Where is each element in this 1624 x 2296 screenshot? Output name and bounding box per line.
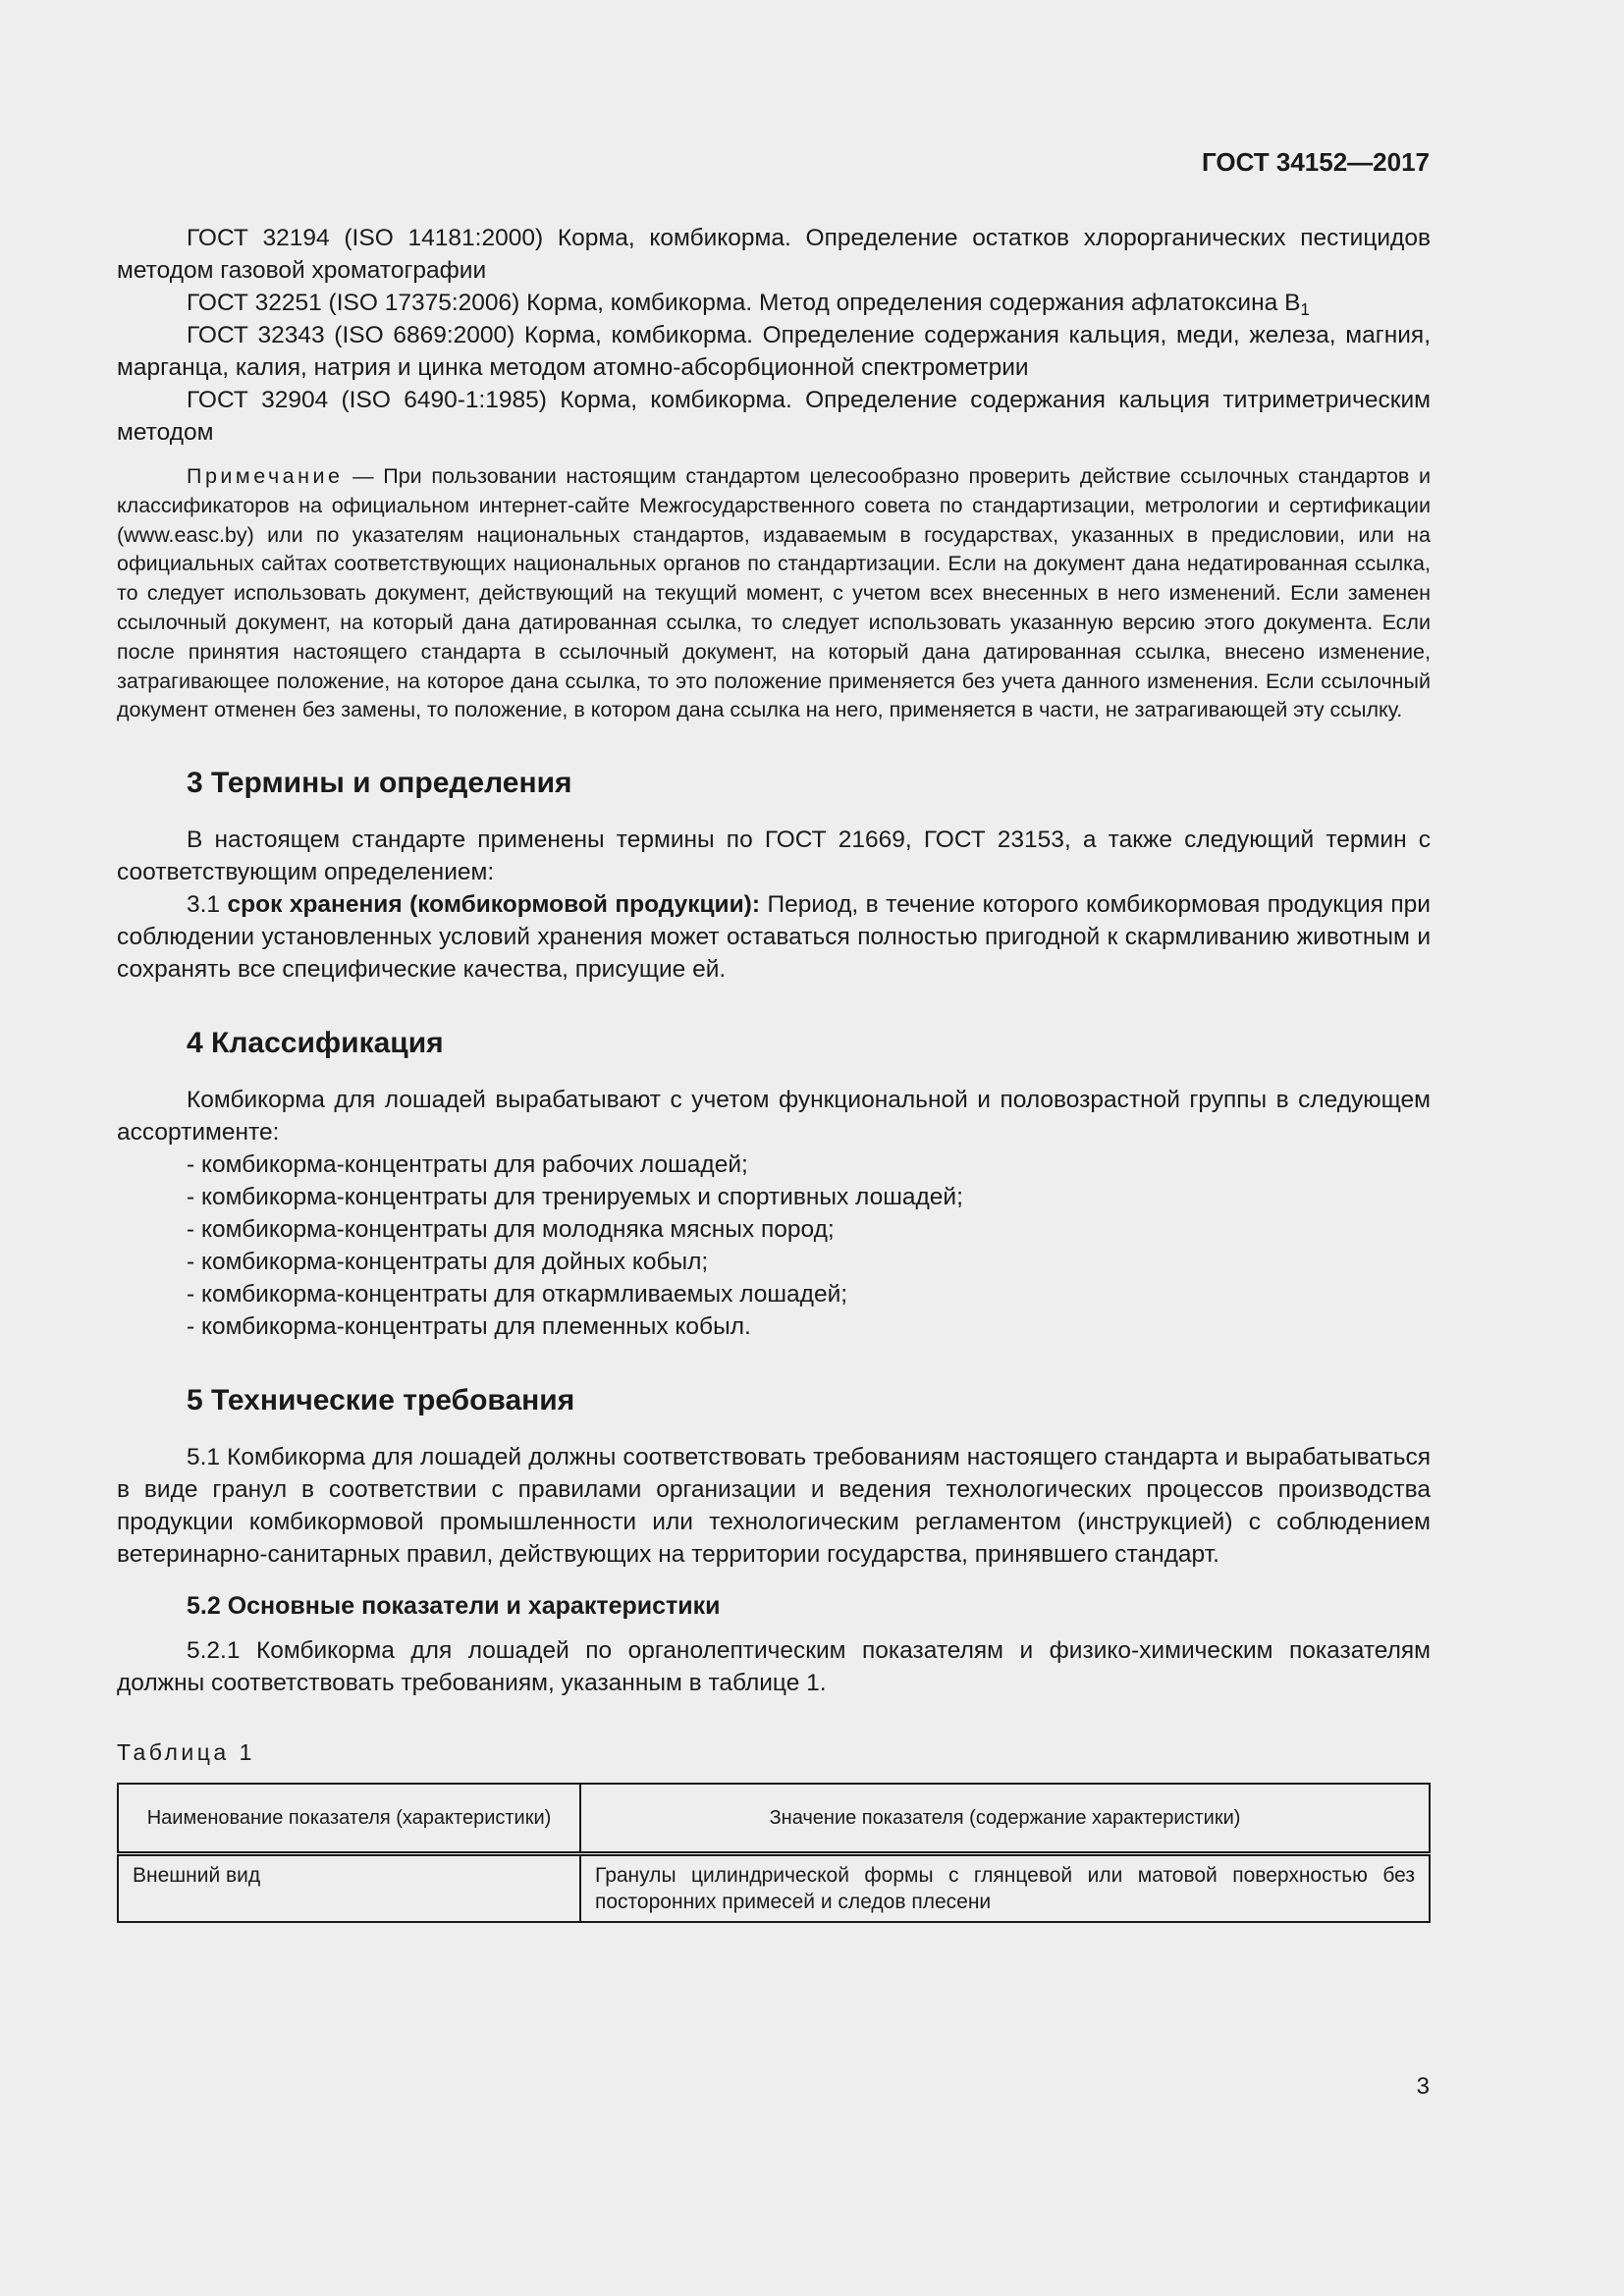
section-5-heading: 5 Технические требования	[187, 1384, 575, 1417]
paragraph-5-2-1: 5.2.1 Комбикорма для лошадей по органолептическим показателям и физико-химическим показателям должны соответствовать требованиям, указанным в таблице 1.	[117, 1637, 1431, 1697]
section-4-intro: Комбикорма для лошадей вырабатывают с учетом функциональной и половозрастной группы в следующем ассортименте:	[117, 1087, 1431, 1147]
subsection-5-2-heading: 5.2 Основные показатели и характеристики	[187, 1592, 721, 1621]
table-cell: Внешний вид	[118, 1854, 580, 1923]
term-definition: 3.1 срок хранения (комбикормовой продукции): Период, в течение которого комбикормовая продукция при соблюдении установленных условий хранения может оставаться полностью пригодной к скармливанию животным и сохранять все специфические качества, присущие ей.	[117, 891, 1431, 984]
list-item: - комбикорма-концентраты для дойных кобыл;	[187, 1249, 709, 1276]
table-header-row	[118, 1784, 1430, 1854]
section-3-heading: 3 Термины и определения	[187, 767, 572, 800]
reference-item: ГОСТ 32904 (ISO 6490-1:1985) Корма, комбикорма. Определение содержания кальция титриметрическим методом	[117, 387, 1431, 446]
list-item: - комбикорма-концентраты для тренируемых и спортивных лошадей;	[187, 1184, 963, 1211]
list-item: - комбикорма-концентраты для откармливаемых лошадей;	[187, 1281, 848, 1308]
table-1	[117, 1783, 1431, 1923]
table-header-cell: Наименование показателя (характеристики)	[118, 1784, 580, 1854]
section-4-heading: 4 Классификация	[187, 1027, 444, 1060]
paragraph-5-1: 5.1 Комбикорма для лошадей должны соответствовать требованиям настоящего стандарта и вырабатываться в виде гранул в соответствии с правилами организации и ведения технологических процессов производства продукции комбикормовой промышленности или технологическим регламентом (инструкцией) с соблюдением ветеринарно-санитарных правил, действующих на территории государства, принявшего стандарт.	[117, 1444, 1431, 1569]
table-header-cell: Значение показателя (содержание характеристики)	[580, 1784, 1430, 1854]
table-caption: Таблица 1	[117, 1739, 255, 1766]
document-code-header: ГОСТ 34152—2017	[1202, 147, 1430, 177]
page-content	[117, 222, 1431, 1923]
note-text: При пользовании настоящим стандартом целесообразно проверить действие ссылочных стандартов и классификаторов на официальном интернет-сайте Межгосударственного совета по стандартизации, метрологии и сертификации (www.easc.by) или по указателям национальных стандартов, издаваемым в государствах, указанных в предисловии, или на официальных сайтах соответствующих национальных органов по стандартизации. Если на документ дана недатированная ссылка, то следует использовать документ, действующий на текущий момент, с учетом всех внесенных в него изменений. Если заменен ссылочный документ, на который дана датированная ссылка, то следует использовать указанную версию этого документа. Если после принятия настоящего стандарта в ссылочный документ, на который дана датированная ссылка, внесено изменение, затрагивающее положение, на которое дана ссылка, то это положение применяется без учета данного изменения. Если ссылочный документ отменен без замены, то положение, в котором дана ссылка на него, применяется в части, не затрагивающей эту ссылку.	[117, 464, 1431, 722]
note-label: Примечание	[187, 464, 344, 488]
table-row	[118, 1854, 1430, 1923]
subscript: 1	[1300, 299, 1310, 319]
note-paragraph: Примечание — При пользовании настоящим стандартом целесообразно проверить действие ссылочных стандартов и классификаторов на официальном интернет-сайте Межгосударственного совета по стандартизации, метрологии и сертификации (www.easc.by) или по указателям национальных стандартов, издаваемым в государствах, указанных в предисловии, или на официальных сайтах соответствующих национальных органов по стандартизации. Если на документ дана недатированная ссылка, то следует использовать документ, действующий на текущий момент, с учетом всех внесенных в него изменений. Если заменен ссылочный документ, на который дана датированная ссылка, то следует использовать указанную версию этого документа. Если после принятия настоящего стандарта в ссылочный документ, на который дана датированная ссылка, внесено изменение, затрагивающее положение, на которое дана ссылка, то это положение применяется без учета данного изменения. Если ссылочный документ отменен без замены, то положение, в котором дана ссылка на него, применяется в части, не затрагивающей эту ссылку.	[117, 464, 1431, 722]
list-item: - комбикорма-концентраты для племенных кобыл.	[187, 1313, 751, 1341]
reference-item: ГОСТ 32251 (ISO 17375:2006) Корма, комбикорма. Метод определения содержания афлатоксина $B_1$	[187, 290, 1310, 319]
reference-item: ГОСТ 32194 (ISO 14181:2000) Корма, комбикорма. Определение остатков хлорорганических пестицидов методом газовой хроматографии	[117, 225, 1431, 284]
table-cell: Гранулы цилиндрической формы с глянцевой или матовой поверхностью без посторонних примесей и следов плесени	[580, 1854, 1430, 1923]
term-name: срок хранения (комбикормовой продукции):	[227, 891, 760, 919]
note-block	[117, 462, 1431, 725]
list-item: - комбикорма-концентраты для рабочих лошадей;	[187, 1151, 748, 1179]
list-item: - комбикорма-концентраты для молодняка мясных пород;	[187, 1216, 835, 1244]
page-number: 3	[1416, 2073, 1430, 2100]
reference-item: ГОСТ 32343 (ISO 6869:2000) Корма, комбикорма. Определение содержания кальция, меди, железа, магния, марганца, калия, натрия и цинка методом атомно-абсорбционной спектрометрии	[117, 322, 1431, 381]
section-3-intro: В настоящем стандарте применены термины по ГОСТ 21669, ГОСТ 23153, а также следующий термин с соответствующим определением:	[117, 827, 1431, 886]
